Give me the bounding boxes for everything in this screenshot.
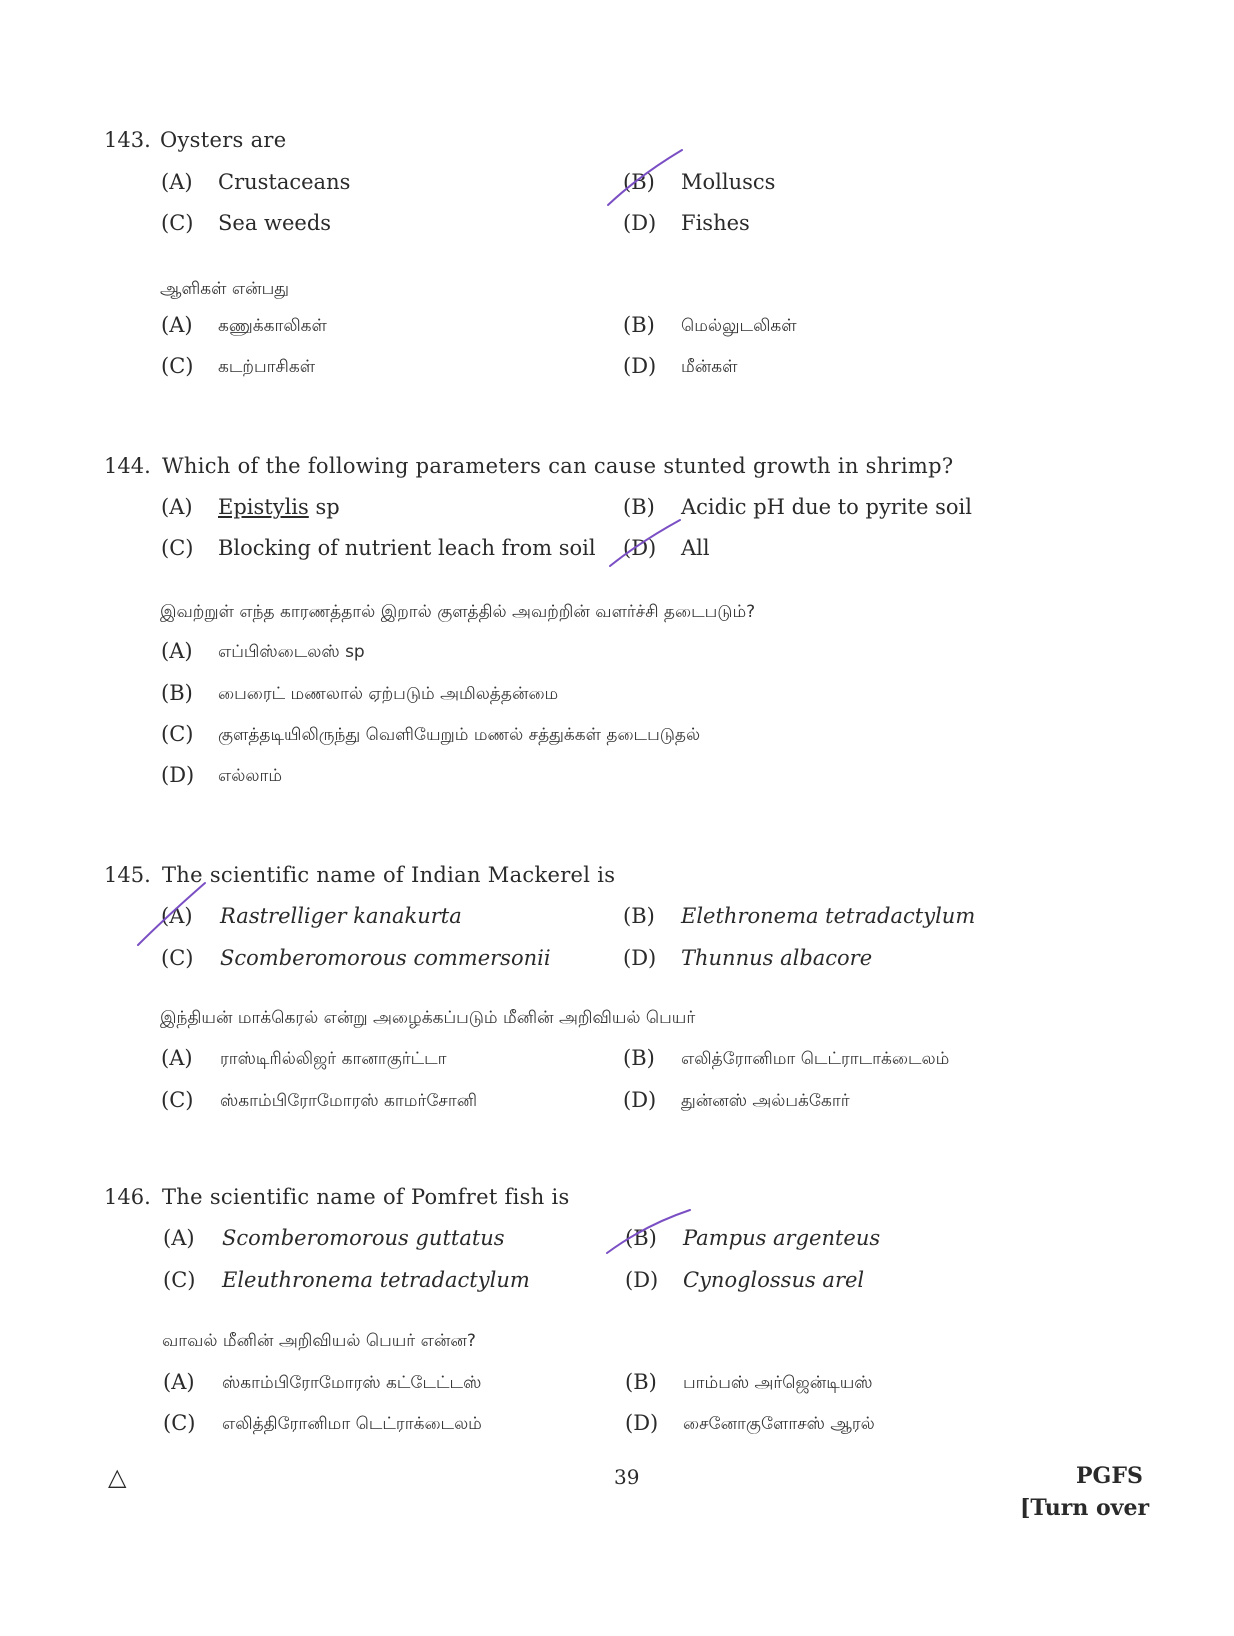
option-text: Acidic pH due to pyrite soil xyxy=(681,495,972,519)
option-label: (B) xyxy=(623,495,655,519)
tamil-option-label: (C) xyxy=(161,354,194,378)
option-text: Cynoglossus arel xyxy=(683,1268,865,1292)
triangle-symbol-icon: △ xyxy=(108,1463,127,1491)
tamil-option-text: ஸ்காம்பிரோமோரஸ் காமர்சோனி xyxy=(220,1091,478,1111)
tamil-option-label: (A) xyxy=(161,1046,193,1070)
option-label: (B) xyxy=(623,904,655,928)
tamil-option-label: (B) xyxy=(625,1370,657,1394)
question-number: 146. xyxy=(104,1185,151,1209)
question-stem: The scientific name of Pomfret fish is xyxy=(162,1185,570,1209)
tamil-option-label: (D) xyxy=(623,354,657,378)
tamil-option-text: ஸ்காம்பிரோமோரஸ் கட்டேட்டஸ் xyxy=(222,1373,482,1393)
species-abbrev: sp xyxy=(308,495,340,519)
option-label: (B) xyxy=(625,1226,657,1250)
option-text: All xyxy=(681,536,710,560)
tamil-option-text: பைரைட் மணலால் ஏற்படும் அமிலத்தன்மை xyxy=(218,684,559,704)
option-text: Pampus argenteus xyxy=(683,1226,881,1250)
tamil-option-label: (D) xyxy=(623,1088,657,1112)
tamil-option-text: மெல்லுடலிகள் xyxy=(681,316,797,336)
option-label: (B) xyxy=(623,170,655,194)
option-label: (D) xyxy=(623,946,657,970)
paper-code: PGFS xyxy=(1076,1463,1143,1489)
option-label: (A) xyxy=(163,1226,195,1250)
tamil-option-label: (B) xyxy=(623,313,655,337)
option-text: Fishes xyxy=(681,211,750,235)
question-number: 143. xyxy=(104,128,151,152)
tamil-option-label: (A) xyxy=(161,639,193,663)
tamil-option-text: எலித்ரோனிமா டெட்ராடாக்டைலம் xyxy=(681,1049,950,1069)
tamil-option-text: ராஸ்டிரில்லிஜர் கானாகுர்ட்டா xyxy=(220,1049,447,1069)
option-label: (C) xyxy=(161,211,194,235)
question-number: 145. xyxy=(104,863,151,887)
option-text: Blocking of nutrient leach from soil xyxy=(218,536,596,560)
tamil-option-label: (A) xyxy=(163,1370,195,1394)
option-text: Rastrelliger kanakurta xyxy=(220,904,462,928)
option-label: (C) xyxy=(161,946,194,970)
option-label: (D) xyxy=(623,536,657,560)
tamil-option-label: (B) xyxy=(623,1046,655,1070)
option-text: Scomberomorous commersonii xyxy=(220,946,551,970)
genus-name: Epistylis xyxy=(218,495,309,519)
page-number: 39 xyxy=(614,1465,640,1489)
tamil-option-text: எல்லாம் xyxy=(218,766,283,786)
tamil-option-label: (C) xyxy=(163,1411,196,1435)
tamil-option-text: எப்பிஸ்டைலஸ் sp xyxy=(218,642,365,662)
tamil-option-label: (C) xyxy=(161,722,194,746)
question-number: 144. xyxy=(104,454,151,478)
option-label: (A) xyxy=(161,904,193,928)
tamil-option-text: கணுக்காலிகள் xyxy=(218,316,327,336)
option-text: Scomberomorous guttatus xyxy=(222,1226,505,1250)
tamil-option-text: கடற்பாசிகள் xyxy=(218,357,316,377)
option-text: Sea weeds xyxy=(218,211,332,235)
tamil-question-stem: இந்தியன் மாக்கெரல் என்று அழைக்கப்படும் மீனின் அறிவியல் பெயர் xyxy=(160,1008,696,1028)
question-stem: Which of the following parameters can cause stunted growth in shrimp? xyxy=(162,454,954,478)
option-label: (C) xyxy=(161,536,194,560)
question-stem: The scientific name of Indian Mackerel is xyxy=(162,863,616,887)
option-text: Elethronema tetradactylum xyxy=(681,904,976,928)
tamil-option-text: பாம்பஸ் அர்ஜென்டியஸ் xyxy=(683,1373,873,1393)
option-label: (A) xyxy=(161,170,193,194)
option-label: (C) xyxy=(163,1268,196,1292)
option-text: Crustaceans xyxy=(218,170,351,194)
tamil-option-label: (B) xyxy=(161,681,193,705)
tamil-option-text: துன்னஸ் அல்பக்கோர் xyxy=(681,1091,850,1111)
tamil-option-text: குளத்தடியிலிருந்து வெளியேறும் மணல் சத்துக்கள் தடைபடுதல் xyxy=(218,725,701,745)
tamil-option-text: சைனோகுளோசஸ் ஆரல் xyxy=(683,1414,875,1434)
turn-over-note: [Turn over xyxy=(1020,1495,1150,1521)
question-stem: Oysters are xyxy=(160,128,287,152)
tamil-option-label: (D) xyxy=(625,1411,659,1435)
option-text xyxy=(218,497,340,518)
tamil-question-stem: ஆளிகள் என்பது xyxy=(160,279,290,299)
option-label: (A) xyxy=(161,495,193,519)
tamil-option-label: (D) xyxy=(161,763,195,787)
option-label: (D) xyxy=(623,211,657,235)
tamil-option-label: (C) xyxy=(161,1088,194,1112)
tamil-option-text: எலித்திரோனிமா டெட்ராக்டைலம் xyxy=(222,1414,482,1434)
option-text: Eleuthronema tetradactylum xyxy=(222,1268,530,1292)
tamil-question-stem: இவற்றுள் எந்த காரணத்தால் இறால் குளத்தில் அவற்றின் வளர்ச்சி தடைபடும்? xyxy=(160,602,756,622)
tamil-question-stem: வாவல் மீனின் அறிவியல் பெயர் என்ன? xyxy=(162,1331,476,1351)
tamil-option-label: (A) xyxy=(161,313,193,337)
option-text: Thunnus albacore xyxy=(681,946,873,970)
option-text: Molluscs xyxy=(681,170,776,194)
option-label: (D) xyxy=(625,1268,659,1292)
tamil-option-text: மீன்கள் xyxy=(681,357,738,377)
